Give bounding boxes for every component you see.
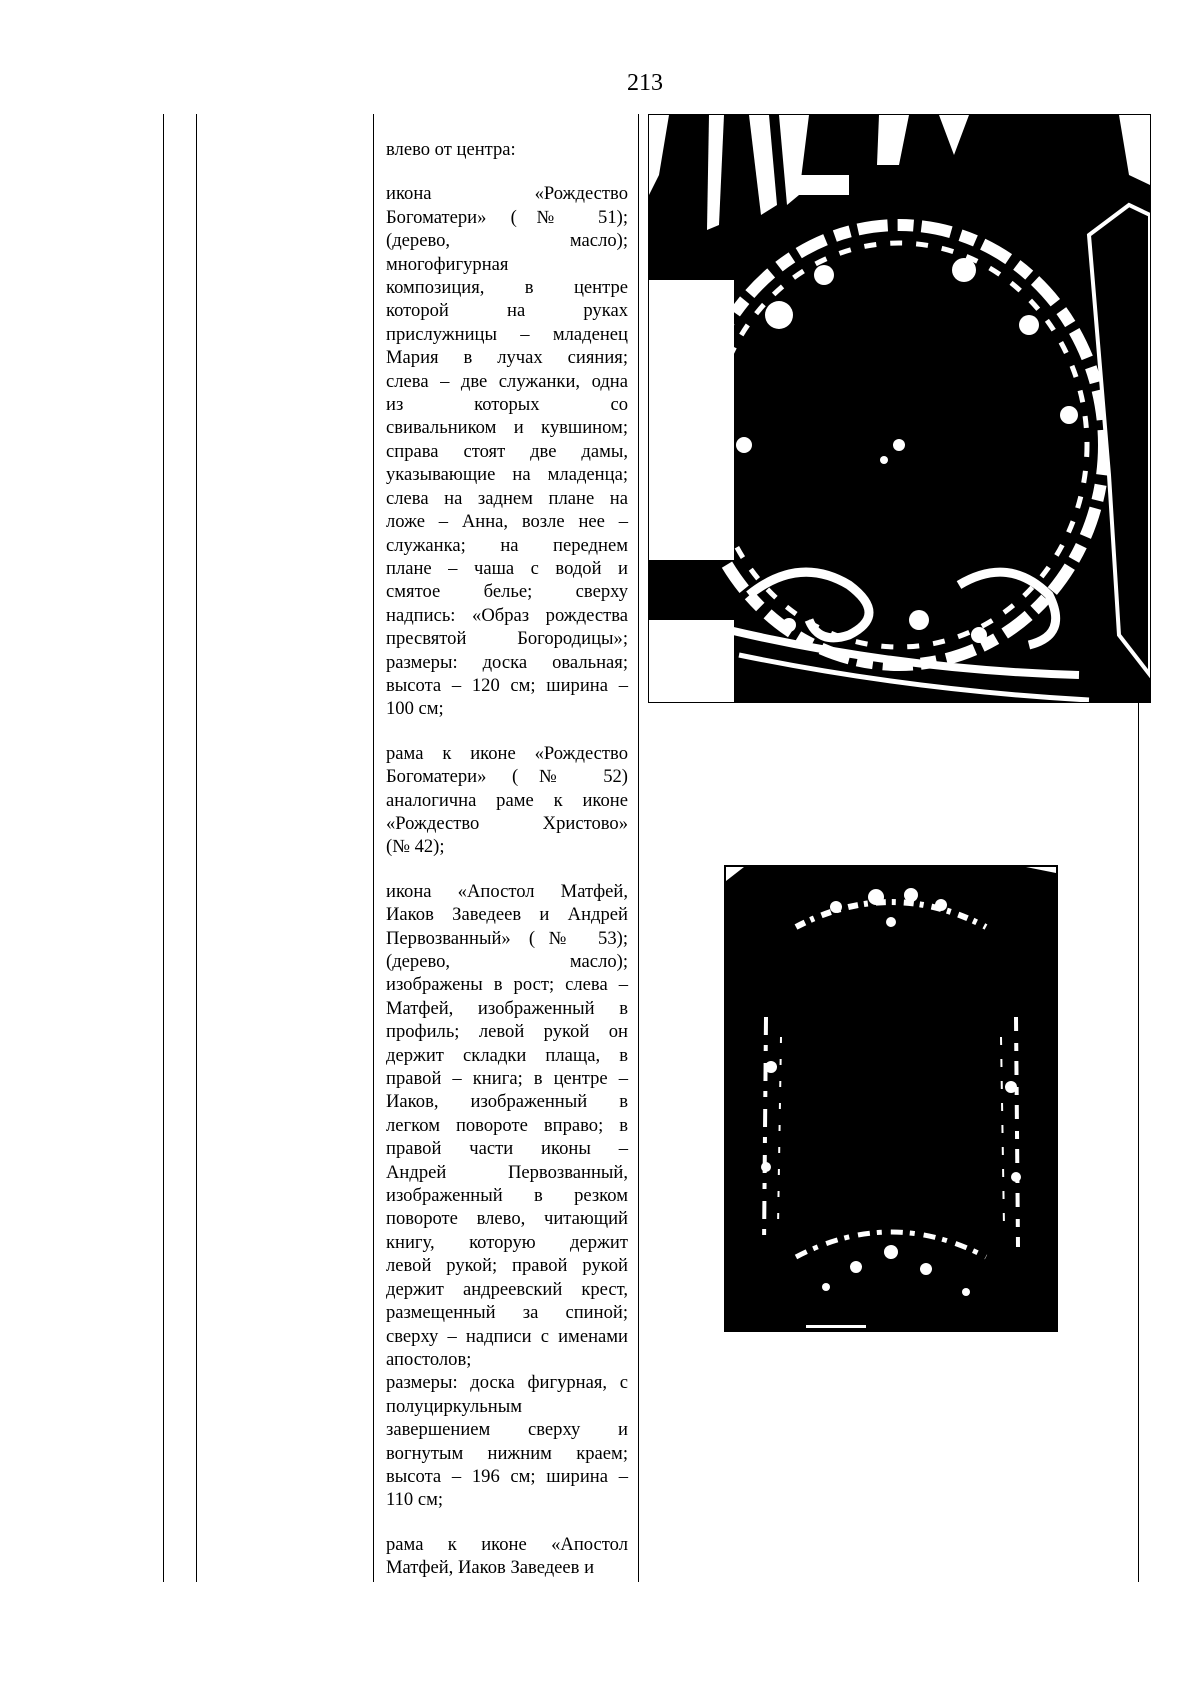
- text-line: изображенный в резком: [386, 1185, 628, 1207]
- table-border-col-3: [638, 114, 639, 1582]
- paragraph-icon-apostles: [386, 880, 628, 1512]
- text-line: справа стоят две дамы,: [386, 440, 628, 462]
- text-line: влево от центра:: [386, 139, 516, 160]
- text-line: ложе – Анна, возле нее –: [386, 511, 628, 533]
- text-line: повороте влево, читающий: [386, 1208, 628, 1230]
- text-line: композиция, в центре: [386, 277, 628, 299]
- text-line: завершением сверху и: [386, 1419, 628, 1441]
- text-line: Иаков, изображенный в: [386, 1091, 628, 1113]
- text-line: правой части иконы –: [386, 1138, 628, 1160]
- text-line: икона «Рождество: [386, 183, 628, 205]
- photo-oval-icon-frame: [648, 114, 1151, 703]
- oval-frame-image: [649, 115, 1150, 702]
- text-line: прислужницы – младенец: [386, 323, 628, 345]
- text-line: надпись: «Образ рождества: [386, 604, 628, 626]
- text-line: апостолов;: [386, 1348, 472, 1370]
- text-line: многофигурная: [386, 253, 509, 275]
- text-line: служанка; на переднем: [386, 534, 628, 556]
- text-line: сверху – надписи с именами: [386, 1325, 628, 1347]
- text-line: из которых со: [386, 394, 628, 416]
- text-line: смятое белье; сверху: [386, 581, 628, 603]
- text-line: правой – книга; в центре –: [386, 1068, 628, 1090]
- text-line: держит складки плаща, в: [386, 1044, 628, 1066]
- text-line: икона «Апостол Матфей,: [386, 880, 628, 902]
- description-column: [386, 138, 628, 1601]
- text-line: рама к иконе «Апостол: [386, 1533, 628, 1555]
- photo-apostles-icon-frame: [724, 865, 1058, 1332]
- text-line: размеры: доска овальная;: [386, 651, 628, 673]
- text-line: 110 см;: [386, 1489, 444, 1511]
- text-line: «Рождество Христово»: [386, 812, 628, 834]
- text-line: слева – две служанки, одна: [386, 370, 628, 392]
- paragraph-frame-nativity-of-virgin: [386, 742, 628, 859]
- text-line: рама к иконе «Рождество: [386, 742, 628, 764]
- text-line: Андрей Первозванный,: [386, 1161, 628, 1183]
- rect-frame-image: [726, 867, 1056, 1330]
- text-line: (дерево, масло);: [386, 230, 628, 252]
- text-line: книгу, которую держит: [386, 1231, 628, 1253]
- text-line: Первозванный» (№ 53);: [386, 927, 628, 949]
- table-border-col-1: [196, 114, 197, 1582]
- text-line: Матфей, Иаков Заведеев и: [386, 1557, 595, 1579]
- text-line: вогнутым нижним краем;: [386, 1442, 628, 1464]
- paragraph-position: [386, 138, 628, 161]
- page-number: 213: [627, 70, 663, 96]
- text-line: плане – чаша с водой и: [386, 557, 628, 579]
- table-border-col-2: [373, 114, 374, 1582]
- text-line: аналогична раме к иконе: [386, 789, 628, 811]
- text-line: полуциркульным: [386, 1395, 522, 1417]
- text-line: 100 см;: [386, 698, 444, 720]
- table-border-right: [1138, 700, 1139, 1582]
- text-line: свивальником и кувшином;: [386, 417, 628, 439]
- text-line: размещенный за спиной;: [386, 1302, 628, 1324]
- text-line: которой на руках: [386, 300, 628, 322]
- text-line: высота – 120 см; ширина –: [386, 674, 628, 696]
- text-line: Матфей, изображенный в: [386, 997, 628, 1019]
- text-line: пресвятой Богородицы»;: [386, 628, 628, 650]
- text-line: указывающие на младенца;: [386, 464, 628, 486]
- text-line: размеры: доска фигурная, с: [386, 1372, 628, 1394]
- text-line: левой рукой; правой рукой: [386, 1255, 628, 1277]
- text-line: (№ 42);: [386, 836, 445, 858]
- paragraph-icon-nativity-of-virgin: [386, 182, 628, 720]
- text-line: легком повороте вправо; в: [386, 1114, 628, 1136]
- text-line: высота – 196 см; ширина –: [386, 1465, 628, 1487]
- text-line: (дерево, масло);: [386, 951, 628, 972]
- text-line: Богоматери» (№ 51);: [386, 206, 628, 228]
- text-line: слева на заднем плане на: [386, 487, 628, 509]
- text-line: профиль; левой рукой он: [386, 1021, 628, 1043]
- text-line: Мария в лучах сияния;: [386, 347, 628, 369]
- paragraph-frame-apostles: [386, 1533, 628, 1580]
- text-line: Богоматери» (№ 52): [386, 766, 628, 788]
- text-line: держит андреевский крест,: [386, 1278, 628, 1300]
- table-border-left: [163, 114, 164, 1582]
- text-line: Иаков Заведеев и Андрей: [386, 904, 628, 926]
- text-line: изображены в рост; слева –: [386, 974, 628, 996]
